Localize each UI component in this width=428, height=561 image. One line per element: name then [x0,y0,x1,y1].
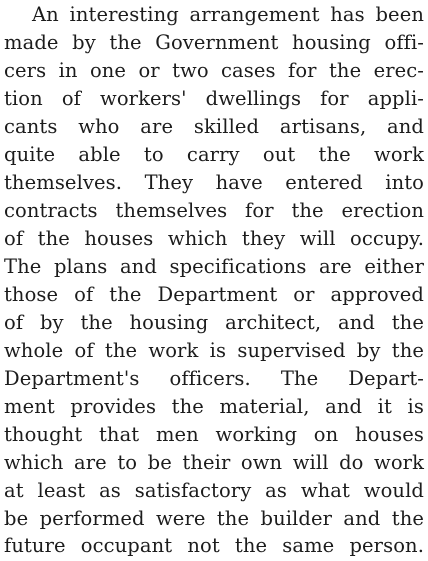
text-line-15: ment provides the material, and it is [4,395,424,418]
text-line-3: cers in one or two cases for the erec- [4,59,424,82]
text-line-10: The plans and specifications are either [4,255,424,278]
text-line-14: Department's officers. The Depart- [4,367,424,390]
text-line-4: tion of workers' dwellings for appli- [4,87,424,110]
text-line-7: themselves. They have entered into [4,171,424,194]
text-line-8: contracts themselves for the erection [4,199,424,222]
text-line-16: thought that men working on houses [4,423,424,446]
text-line-12: of by the housing architect, and the [4,311,424,334]
text-line-18: at least as satisfactory as what would [4,479,424,502]
text-line-9: of the houses which they will occupy. [4,227,424,250]
text-line-11: those of the Department or approved [4,283,424,306]
text-line-17: which are to be their own will do work [4,451,424,474]
text-line-13: whole of the work is supervised by the [4,339,424,362]
text-line-19: be performed were the builder and the [4,507,424,530]
text-line-20: future occupant not the same person. [4,534,424,557]
newspaper-clipping [4,0,426,561]
text-line-1: An interesting arrangement has been [32,3,424,26]
text-line-2: made by the Government housing offi- [4,31,424,54]
text-line-6: quite able to carry out the work [4,143,424,166]
text-line-5: cants who are skilled artisans, and [4,115,424,138]
